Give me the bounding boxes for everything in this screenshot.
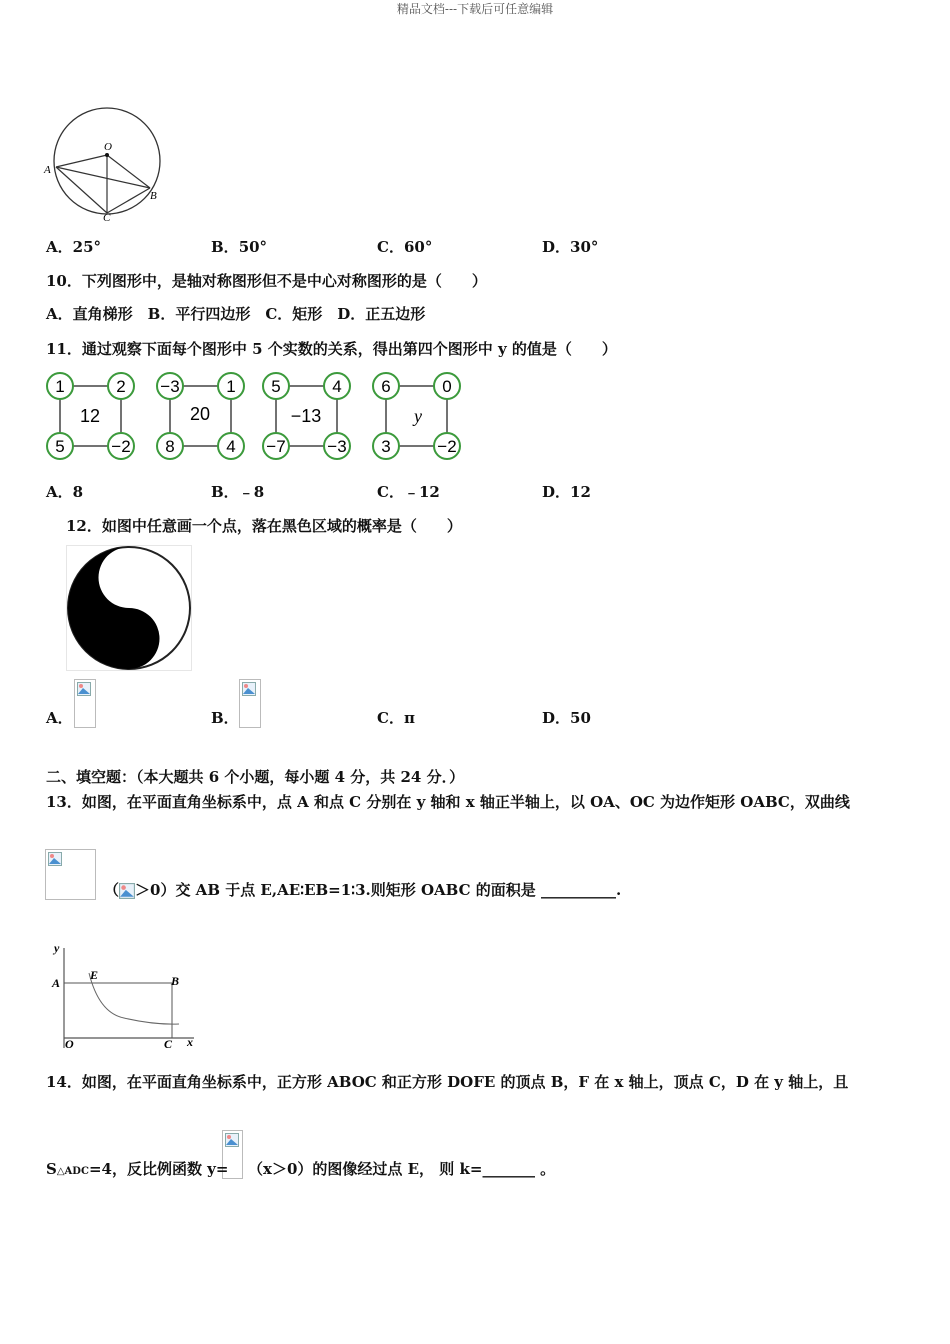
q13-inline-image — [119, 883, 135, 899]
q12-option-c: C．π — [377, 709, 415, 727]
q9-option-b: B．50° — [211, 238, 268, 256]
q11-option-a: A．8 — [46, 483, 84, 501]
q11-figure-4 — [373, 373, 460, 459]
q9-option-c: C．60° — [377, 238, 433, 256]
q9-option-d: D．30° — [542, 238, 599, 256]
q11-figures — [40, 367, 470, 467]
q12-stem: 12．如图中任意画一个点，落在黑色区域的概率是（ ） — [66, 517, 462, 535]
q9-option-a: A．25° — [46, 238, 102, 256]
q11-option-d: D．12 — [542, 483, 591, 501]
q14-line2-left: S△ADC=4，反比例函数 y= — [46, 1160, 229, 1178]
q13-continuation: （ ＞0）交 AB 于点 E,AE∶EB=1∶3.则矩形 OABC 的面积是 __________. — [104, 881, 622, 899]
label-c: C — [164, 1037, 173, 1051]
q10-stem: 10．下列图形中，是轴对称图形但不是中心对称图形的是（ ） — [46, 272, 487, 290]
q12-option-b-image — [239, 679, 261, 728]
label-b: B — [171, 974, 180, 988]
yin-yang-figure — [66, 545, 192, 671]
label-c: C — [103, 212, 111, 224]
fig1-bl: 5 — [55, 437, 65, 456]
broken-image-icon — [225, 1133, 239, 1147]
fig2-tr: 1 — [226, 377, 236, 396]
label-o: O — [65, 1037, 74, 1051]
label-x: x — [187, 1035, 193, 1049]
page-header: 精品文档---下载后可任意编辑 — [396, 2, 554, 16]
q12-option-d: D．50 — [542, 709, 591, 727]
q11-figure-1 — [47, 373, 134, 459]
fig3-bl: −7 — [266, 437, 286, 456]
hyperbola — [89, 973, 179, 1024]
fig4-bl: 3 — [381, 437, 391, 456]
fig2-br: 4 — [226, 437, 236, 456]
q11-option-b: B．﹣8 — [211, 483, 265, 501]
label-a: A — [52, 976, 61, 990]
label-e: E — [90, 968, 99, 982]
q12-option-a-image — [74, 679, 96, 728]
label-o: O — [104, 141, 112, 153]
q12-option-a-label: A． — [46, 709, 73, 727]
center-dot — [105, 153, 109, 157]
fig4-br: −2 — [437, 437, 457, 456]
fig1-center: 12 — [79, 406, 101, 426]
fig3-tr: 4 — [332, 377, 342, 396]
label-a: A — [44, 164, 51, 176]
q12-option-b-label: B． — [211, 709, 239, 727]
section-2-title: 二、填空题：（本大题共 6 个小题，每小题 4 分，共 24 分．） — [46, 768, 465, 786]
q14-stem: 14．如图，在平面直角坐标系中，正方形 ABOC 和正方形 DOFE 的顶点 B，F 在 x 轴上，顶点 C，D 在 y 轴上，且 — [46, 1073, 849, 1091]
q10-options: A．直角梯形 B．平行四边形 C．矩形 D．正五边形 — [46, 305, 426, 323]
fig2-tl: −3 — [160, 377, 180, 396]
fig3-br: −3 — [327, 437, 347, 456]
q14-line2-right: （x＞0）的图像经过点 E， 则 k=_______ 。 — [248, 1160, 556, 1178]
fig4-tr: 0 — [442, 377, 452, 396]
q13-graph — [44, 938, 204, 1054]
fig1-tr: 2 — [116, 377, 126, 396]
circle-figure — [42, 95, 172, 225]
broken-image-icon — [48, 852, 62, 866]
broken-image-icon — [242, 682, 256, 696]
fig4-tl: 6 — [381, 377, 391, 396]
q11-figure-3 — [263, 373, 350, 459]
fig3-tl: 5 — [271, 377, 281, 396]
q13-formula-image — [45, 849, 96, 900]
fig2-center: 20 — [189, 404, 211, 424]
fig1-tl: 1 — [55, 377, 65, 396]
q11-figure-2 — [157, 373, 244, 459]
fig2-bl: 8 — [165, 437, 175, 456]
segment-ac — [56, 167, 107, 213]
q11-stem: 11．通过观察下面每个图形中 5 个实数的关系，得出第四个图形中 y 的值是（ ） — [46, 340, 617, 358]
q11-option-c: C．﹣12 — [377, 483, 440, 501]
fig1-br: −2 — [111, 437, 131, 456]
broken-image-icon — [119, 883, 135, 899]
fig4-center: y — [414, 406, 422, 426]
fig3-center: −13 — [290, 406, 322, 426]
label-y: y — [54, 941, 60, 955]
broken-image-icon — [77, 682, 91, 696]
label-b: B — [150, 190, 157, 202]
segment-ao — [56, 155, 107, 167]
q13-stem: 13．如图，在平面直角坐标系中，点 A 和点 C 分别在 y 轴和 x 轴正半轴上，以 OA、OC 为边作矩形 OABC，双曲线 — [46, 793, 850, 811]
